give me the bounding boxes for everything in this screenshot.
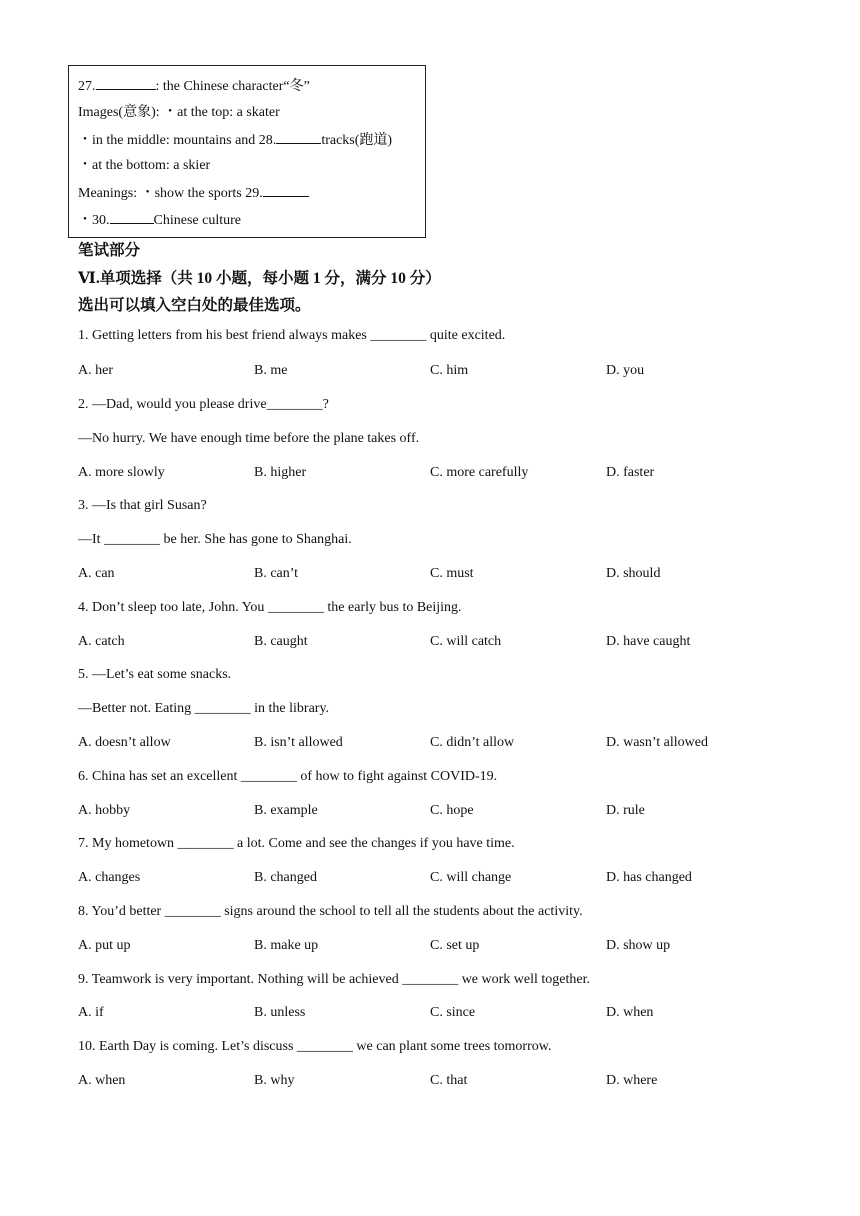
question-6-option-a[interactable]: A. hobby bbox=[78, 803, 131, 818]
question-8-option-a[interactable]: A. put up bbox=[78, 938, 131, 953]
question-7-option-c[interactable]: C. will change bbox=[430, 870, 512, 885]
question-6-option-b[interactable]: B. example bbox=[254, 803, 318, 818]
question-2-option-d[interactable]: D. faster bbox=[606, 465, 655, 480]
question-5-option-b[interactable]: B. isn’t allowed bbox=[254, 735, 343, 750]
blank-30-text: Chinese culture bbox=[153, 213, 241, 228]
blank-28[interactable] bbox=[276, 131, 321, 144]
question-10-option-d[interactable]: D. where bbox=[606, 1073, 658, 1088]
question-10-line-1: 10. Earth Day is coming. Let’s discuss ________ we can plant some trees tomorrow. bbox=[78, 1039, 552, 1054]
question-6-option-d[interactable]: D. rule bbox=[606, 803, 645, 818]
question-3-option-b[interactable]: B. can’t bbox=[254, 566, 299, 581]
question-1-option-c[interactable]: C. him bbox=[430, 363, 469, 378]
question-7-line-1: 7. My hometown ________ a lot. Come and see the changes if you have time. bbox=[78, 836, 515, 851]
question-8-option-d[interactable]: D. show up bbox=[606, 938, 671, 953]
question-9-option-b[interactable]: B. unless bbox=[254, 1005, 306, 1020]
blank-27-number: 27. bbox=[78, 79, 96, 94]
question-5-line-2: —Better not. Eating ________ in the library. bbox=[78, 701, 330, 716]
box-line-images: Images(意象): ・at the top: a skater bbox=[78, 105, 280, 120]
question-4-option-d[interactable]: D. have caught bbox=[606, 634, 691, 649]
question-4-option-a[interactable]: A. catch bbox=[78, 634, 125, 649]
blank-27-text: : the Chinese character“冬” bbox=[155, 79, 310, 94]
question-3-option-d[interactable]: D. should bbox=[606, 566, 661, 581]
question-5-option-d[interactable]: D. wasn’t allowed bbox=[606, 735, 708, 750]
question-10-option-b[interactable]: B. why bbox=[254, 1073, 295, 1088]
question-5-option-a[interactable]: A. doesn’t allow bbox=[78, 735, 171, 750]
blank-28-text: ・in the middle: mountains and 28. bbox=[78, 133, 277, 148]
blank-30[interactable] bbox=[110, 211, 154, 224]
question-2-option-a[interactable]: A. more slowly bbox=[78, 465, 165, 480]
question-3-option-a[interactable]: A. can bbox=[78, 566, 115, 581]
question-4-line-1: 4. Don’t sleep too late, John. You ________ the early bus to Beijing. bbox=[78, 600, 462, 615]
question-6-line-1: 6. China has set an excellent ________ of how to fight against COVID-19. bbox=[78, 769, 498, 784]
blank-27[interactable] bbox=[96, 77, 156, 90]
question-6-option-c[interactable]: C. hope bbox=[430, 803, 474, 818]
question-7-option-b[interactable]: B. changed bbox=[254, 870, 317, 885]
question-2-option-b[interactable]: B. higher bbox=[254, 465, 307, 480]
question-3-line-2: —It ________ be her. She has gone to Shanghai. bbox=[78, 532, 352, 547]
question-1-line-1: 1. Getting letters from his best friend always makes ________ quite excited. bbox=[78, 328, 506, 343]
question-1-option-d[interactable]: D. you bbox=[606, 363, 645, 378]
question-1-option-a[interactable]: A. her bbox=[78, 363, 113, 378]
question-3-line-1: 3. —Is that girl Susan? bbox=[78, 498, 207, 513]
question-8-option-b[interactable]: B. make up bbox=[254, 938, 319, 953]
blank-28-suffix: tracks(跑道) bbox=[321, 133, 393, 148]
box-line-middle bbox=[78, 131, 392, 150]
question-4-option-b[interactable]: B. caught bbox=[254, 634, 308, 649]
blank-30-number: ・30. bbox=[78, 213, 110, 228]
question-10-option-a[interactable]: A. when bbox=[78, 1073, 126, 1088]
question-7-option-a[interactable]: A. changes bbox=[78, 870, 141, 885]
question-8-option-c[interactable]: C. set up bbox=[430, 938, 480, 953]
question-9-option-d[interactable]: D. when bbox=[606, 1005, 654, 1020]
section-written: 笔试部分 bbox=[78, 242, 141, 259]
box-line-27 bbox=[78, 77, 310, 96]
question-9-line-1: 9. Teamwork is very important. Nothing will be achieved ________ we work well together. bbox=[78, 972, 590, 987]
question-2-line-2: —No hurry. We have enough time before the plane takes off. bbox=[78, 431, 420, 446]
box-line-bottom: ・at the bottom: a skier bbox=[78, 158, 211, 173]
question-3-option-c[interactable]: C. must bbox=[430, 566, 474, 581]
question-2-option-c[interactable]: C. more carefully bbox=[430, 465, 529, 480]
question-9-option-c[interactable]: C. since bbox=[430, 1005, 476, 1020]
box-line-meanings bbox=[78, 184, 309, 203]
blank-29[interactable] bbox=[263, 184, 309, 197]
section-heading: Ⅵ.单项选择（共 10 小题，每小题 1 分，满分 10 分） bbox=[78, 270, 441, 287]
question-4-option-c[interactable]: C. will catch bbox=[430, 634, 502, 649]
box-line-30 bbox=[78, 211, 241, 230]
blank-29-text: Meanings: ・show the sports 29. bbox=[78, 186, 263, 201]
question-9-option-a[interactable]: A. if bbox=[78, 1005, 104, 1020]
section-instruction: 选出可以填入空白处的最佳选项。 bbox=[78, 297, 311, 314]
question-10-option-c[interactable]: C. that bbox=[430, 1073, 468, 1088]
question-2-line-1: 2. —Dad, would you please drive________? bbox=[78, 397, 329, 412]
question-1-option-b[interactable]: B. me bbox=[254, 363, 288, 378]
question-7-option-d[interactable]: D. has changed bbox=[606, 870, 692, 885]
question-5-line-1: 5. —Let’s eat some snacks. bbox=[78, 667, 232, 682]
question-8-line-1: 8. You’d better ________ signs around the school to tell all the students about the activity. bbox=[78, 904, 583, 919]
question-5-option-c[interactable]: C. didn’t allow bbox=[430, 735, 515, 750]
